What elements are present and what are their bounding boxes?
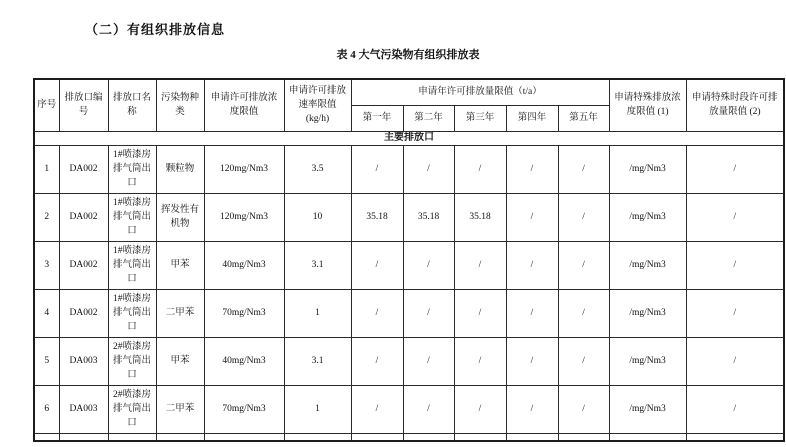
table-title: 表 4 大气污染物有组织排放表: [336, 49, 480, 61]
table-cell: 120mg/Nm3: [204, 193, 284, 241]
table-cell: DA003: [59, 337, 108, 385]
table-cell: 2#喷漆房排气筒出口: [108, 385, 156, 433]
table-cell: /mg/Nm3: [609, 385, 686, 433]
table-cell: /: [403, 289, 454, 337]
table-cell: 二甲苯: [156, 385, 204, 433]
table-header: [34, 79, 784, 131]
section-row-main-outlets: [34, 131, 784, 145]
table-cell: /: [506, 385, 558, 433]
table-cell: /: [403, 385, 454, 433]
table-cell: /: [686, 193, 784, 241]
table-cell: /: [351, 385, 403, 433]
header-row-1: [34, 79, 784, 105]
table-cell: 1: [284, 289, 351, 337]
col-header-rate-limit: 申请许可排放速率限值 (kg/h): [284, 79, 351, 131]
table-cell: DA002: [59, 241, 108, 289]
table-cell: DA002: [59, 145, 108, 193]
table-cell: /: [506, 145, 558, 193]
table-row: [34, 145, 784, 193]
table-cell: /: [506, 337, 558, 385]
table-cell: 40mg/Nm3: [204, 241, 284, 289]
table-cell: /: [351, 289, 403, 337]
table-cell: 1: [34, 145, 59, 193]
table-row: [34, 193, 784, 241]
section-heading: （二）有组织排放信息: [85, 22, 226, 37]
table-cell: 1: [284, 385, 351, 433]
table-cell: /: [686, 289, 784, 337]
table-cell: /: [558, 289, 609, 337]
table-cell: 甲苯: [156, 337, 204, 385]
col-header-outlet-no: 排放口编号: [59, 79, 108, 131]
table-cell: /: [351, 337, 403, 385]
table-cell: 40mg/Nm3: [204, 337, 284, 385]
table-cell: /: [351, 145, 403, 193]
table-cell: /: [686, 337, 784, 385]
table-cell: 2#喷漆房排气筒出口: [108, 337, 156, 385]
table-cell: 1#喷漆房排气筒出口: [108, 145, 156, 193]
table-cell: /: [351, 241, 403, 289]
table-cell: /: [506, 241, 558, 289]
table-cell: 4: [34, 289, 59, 337]
table-cell: /mg/Nm3: [609, 241, 686, 289]
table-cell: /: [506, 193, 558, 241]
table-cell: DA003: [59, 385, 108, 433]
table-cell: 二甲苯: [156, 289, 204, 337]
partial-row: [34, 433, 784, 441]
table-cell: 35.18: [454, 193, 506, 241]
table-cell: /: [558, 145, 609, 193]
table-cell: /: [403, 145, 454, 193]
emissions-table: [33, 78, 785, 442]
table-cell: 3.1: [284, 241, 351, 289]
col-header-seq: 序号: [34, 79, 59, 131]
table-cell: /: [686, 145, 784, 193]
table-cell: /: [454, 385, 506, 433]
table-cell: /: [403, 337, 454, 385]
table-cell: DA002: [59, 289, 108, 337]
table-cell: 3.1: [284, 337, 351, 385]
table-cell: DA002: [59, 193, 108, 241]
col-header-annual-limit: 申请年许可排放量限值（t/a）: [351, 79, 609, 105]
col-header-special-conc-limit: 申请特殊排放浓度限值 (1): [609, 79, 686, 131]
table-cell: 1#喷漆房排气筒出口: [108, 289, 156, 337]
table-row: [34, 385, 784, 433]
col-header-year-4: 第四年: [506, 105, 558, 131]
table-cell: /: [558, 193, 609, 241]
table-cell: 挥发性有机物: [156, 193, 204, 241]
table-cell: 5: [34, 337, 59, 385]
table-cell: /mg/Nm3: [609, 337, 686, 385]
table-cell: 颗粒物: [156, 145, 204, 193]
col-header-special-period-limit: 申请特殊时段许可排放量限值 (2): [686, 79, 784, 131]
col-header-year-2: 第二年: [403, 105, 454, 131]
table-cell: /: [506, 289, 558, 337]
table-cell: 1#喷漆房排气筒出口: [108, 241, 156, 289]
table-cell: 甲苯: [156, 241, 204, 289]
table-cell: /: [454, 337, 506, 385]
table-cell: /: [454, 145, 506, 193]
col-header-conc-limit: 申请许可排放浓度限值: [204, 79, 284, 131]
col-header-pollutant-type: 污染物种类: [156, 79, 204, 131]
table-cell: 35.18: [403, 193, 454, 241]
col-header-year-5: 第五年: [558, 105, 609, 131]
table-cell: /: [686, 241, 784, 289]
section-label: 主要排放口: [34, 131, 784, 145]
table-row: [34, 289, 784, 337]
table-cell: /mg/Nm3: [609, 289, 686, 337]
table-cell: 1#喷漆房排气筒出口: [108, 193, 156, 241]
table-cell: 10: [284, 193, 351, 241]
table-body: [34, 145, 784, 433]
col-header-year-1: 第一年: [351, 105, 403, 131]
table-cell: /mg/Nm3: [609, 145, 686, 193]
table-cell: 35.18: [351, 193, 403, 241]
table-cell: /: [558, 337, 609, 385]
table-cell: /: [454, 289, 506, 337]
col-header-year-3: 第三年: [454, 105, 506, 131]
table-cell: 120mg/Nm3: [204, 145, 284, 193]
table-cell: 2: [34, 193, 59, 241]
table-row: [34, 337, 784, 385]
table-cell: /mg/Nm3: [609, 193, 686, 241]
table-row: [34, 241, 784, 289]
table-cell: /: [403, 241, 454, 289]
table-cell: 3.5: [284, 145, 351, 193]
col-header-outlet-name: 排放口名称: [108, 79, 156, 131]
table-cell: 3: [34, 241, 59, 289]
table-cell: /: [686, 385, 784, 433]
table-cell: /: [454, 241, 506, 289]
table-cell: 6: [34, 385, 59, 433]
table-cell: /: [558, 385, 609, 433]
table-cell: 70mg/Nm3: [204, 289, 284, 337]
table-cell: /: [558, 241, 609, 289]
table-cell: 70mg/Nm3: [204, 385, 284, 433]
